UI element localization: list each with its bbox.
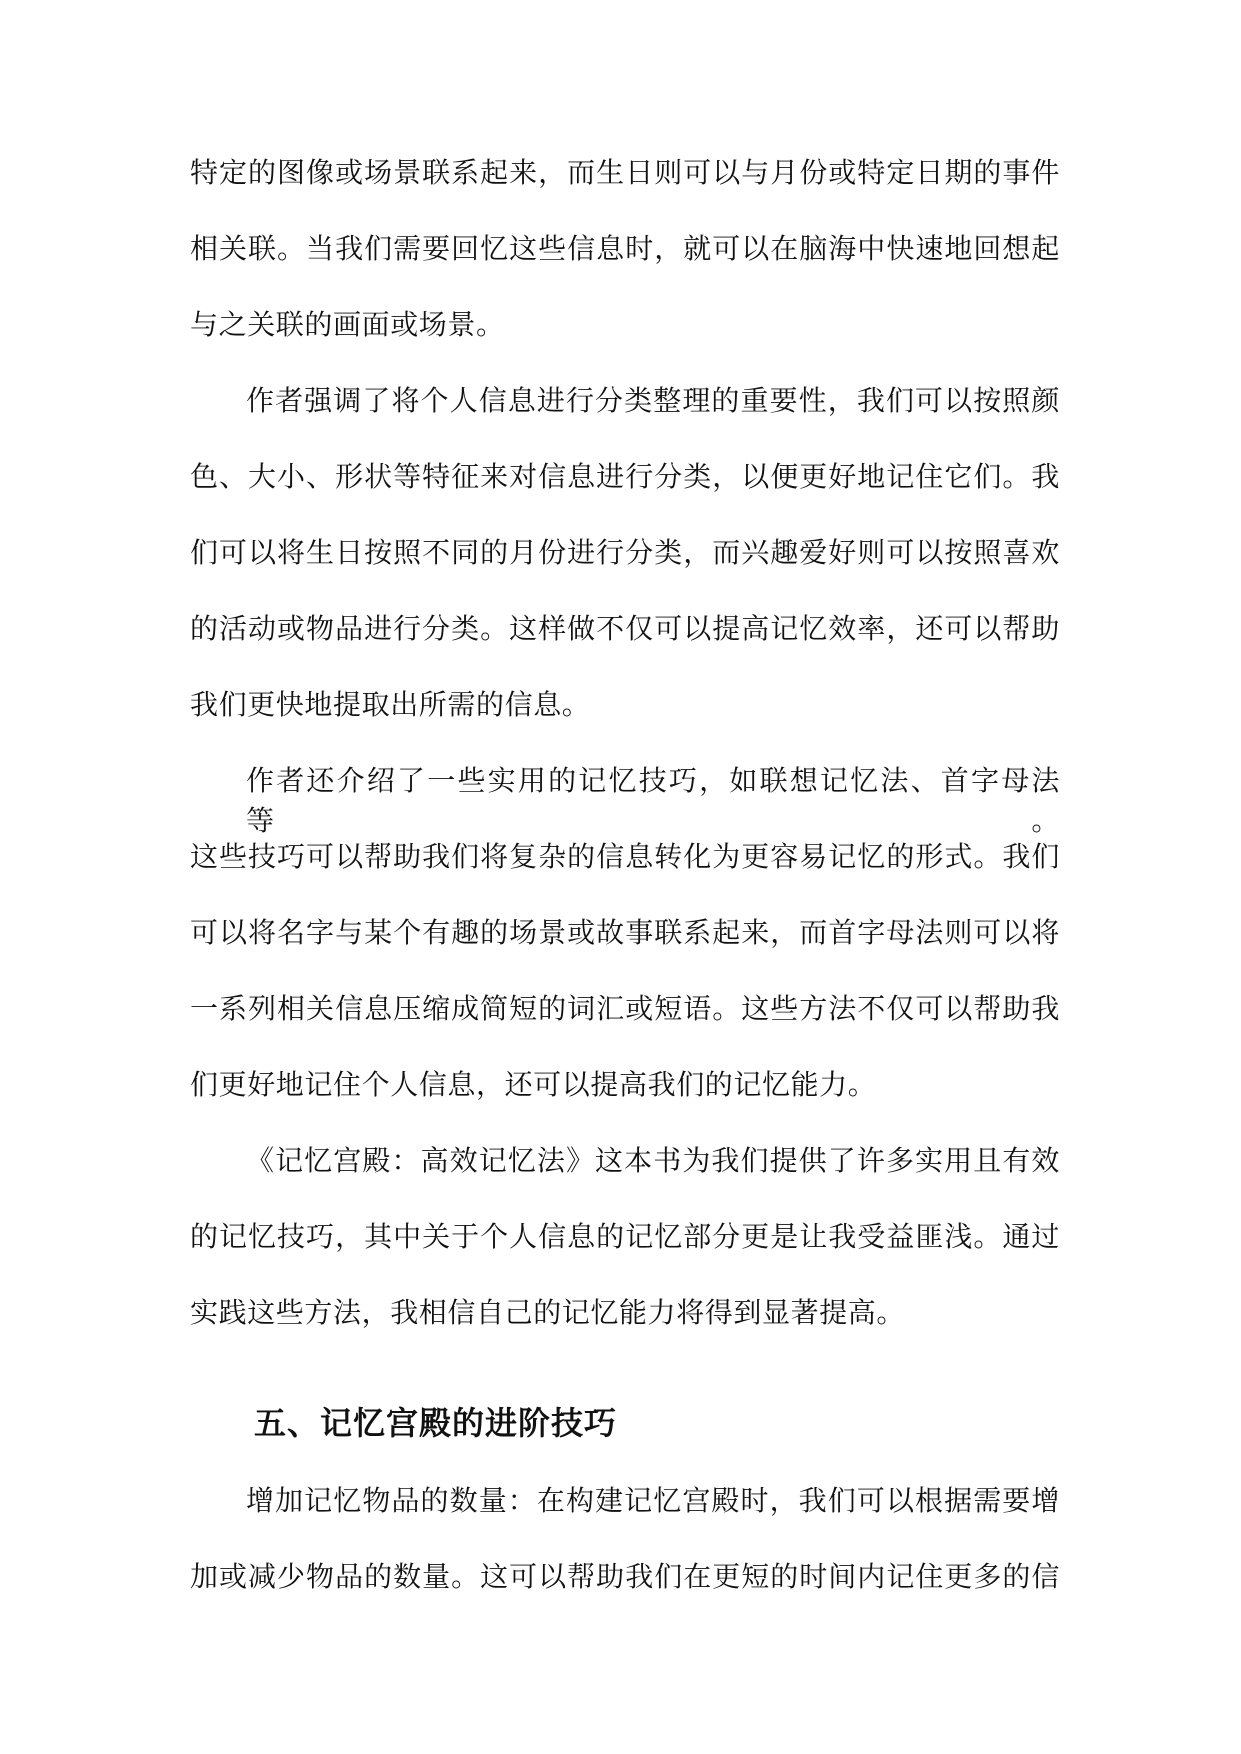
paragraph-3-line-4: 一系列相关信息压缩成简短的词汇或短语。这些方法不仅可以帮助我 [190, 992, 1060, 1025]
paragraph-2-line-3: 们可以将生日按照不同的月份进行分类，而兴趣爱好则可以按照喜欢 [190, 536, 1060, 569]
paragraph-3-line-3: 可以将名字与某个有趣的场景或故事联系起来，而首字母法则可以将 [190, 916, 1060, 949]
paragraph-2-line-4: 的活动或物品进行分类。这样做不仅可以提高记忆效率，还可以帮助 [190, 612, 1060, 645]
section-heading: 五、记忆宫殿的进阶技巧 [254, 1404, 618, 1442]
final-paragraph-line-1: 增加记忆物品的数量：在构建记忆宫殿时，我们可以根据需要增 [246, 1484, 1060, 1517]
paragraph-1-line-3: 与之关联的画面或场景。 [190, 308, 505, 341]
paragraph-3-line-5: 们更好地记住个人信息，还可以提高我们的记忆能力。 [190, 1068, 877, 1101]
paragraph-1-line-1: 特定的图像或场景联系起来，而生日则可以与月份或特定日期的事件 [190, 156, 1060, 189]
paragraph-4-line-3: 实践这些方法，我相信自己的记忆能力将得到显著提高。 [190, 1296, 906, 1329]
paragraph-3-line-1: 作者还介绍了一些实用的记忆技巧，如联想记忆法、首字母法等。 [246, 764, 1060, 837]
paragraph-4-line-2: 的记忆技巧，其中关于个人信息的记忆部分更是让我受益匪浅。通过 [190, 1220, 1060, 1253]
paragraph-2-line-5: 我们更快地提取出所需的信息。 [190, 688, 591, 721]
paragraph-3-line-2: 这些技巧可以帮助我们将复杂的信息转化为更容易记忆的形式。我们 [190, 840, 1060, 873]
paragraph-1-line-2: 相关联。当我们需要回忆这些信息时，就可以在脑海中快速地回想起 [190, 232, 1060, 265]
paragraph-4-line-1: 《记忆宫殿：高效记忆法》这本书为我们提供了许多实用且有效 [246, 1144, 1060, 1177]
final-paragraph-line-2: 加或减少物品的数量。这可以帮助我们在更短的时间内记住更多的信 [190, 1560, 1060, 1593]
paragraph-2-line-2: 色、大小、形状等特征来对信息进行分类，以便更好地记住它们。我 [190, 460, 1060, 493]
paragraph-2-line-1: 作者强调了将个人信息进行分类整理的重要性，我们可以按照颜 [246, 384, 1060, 417]
